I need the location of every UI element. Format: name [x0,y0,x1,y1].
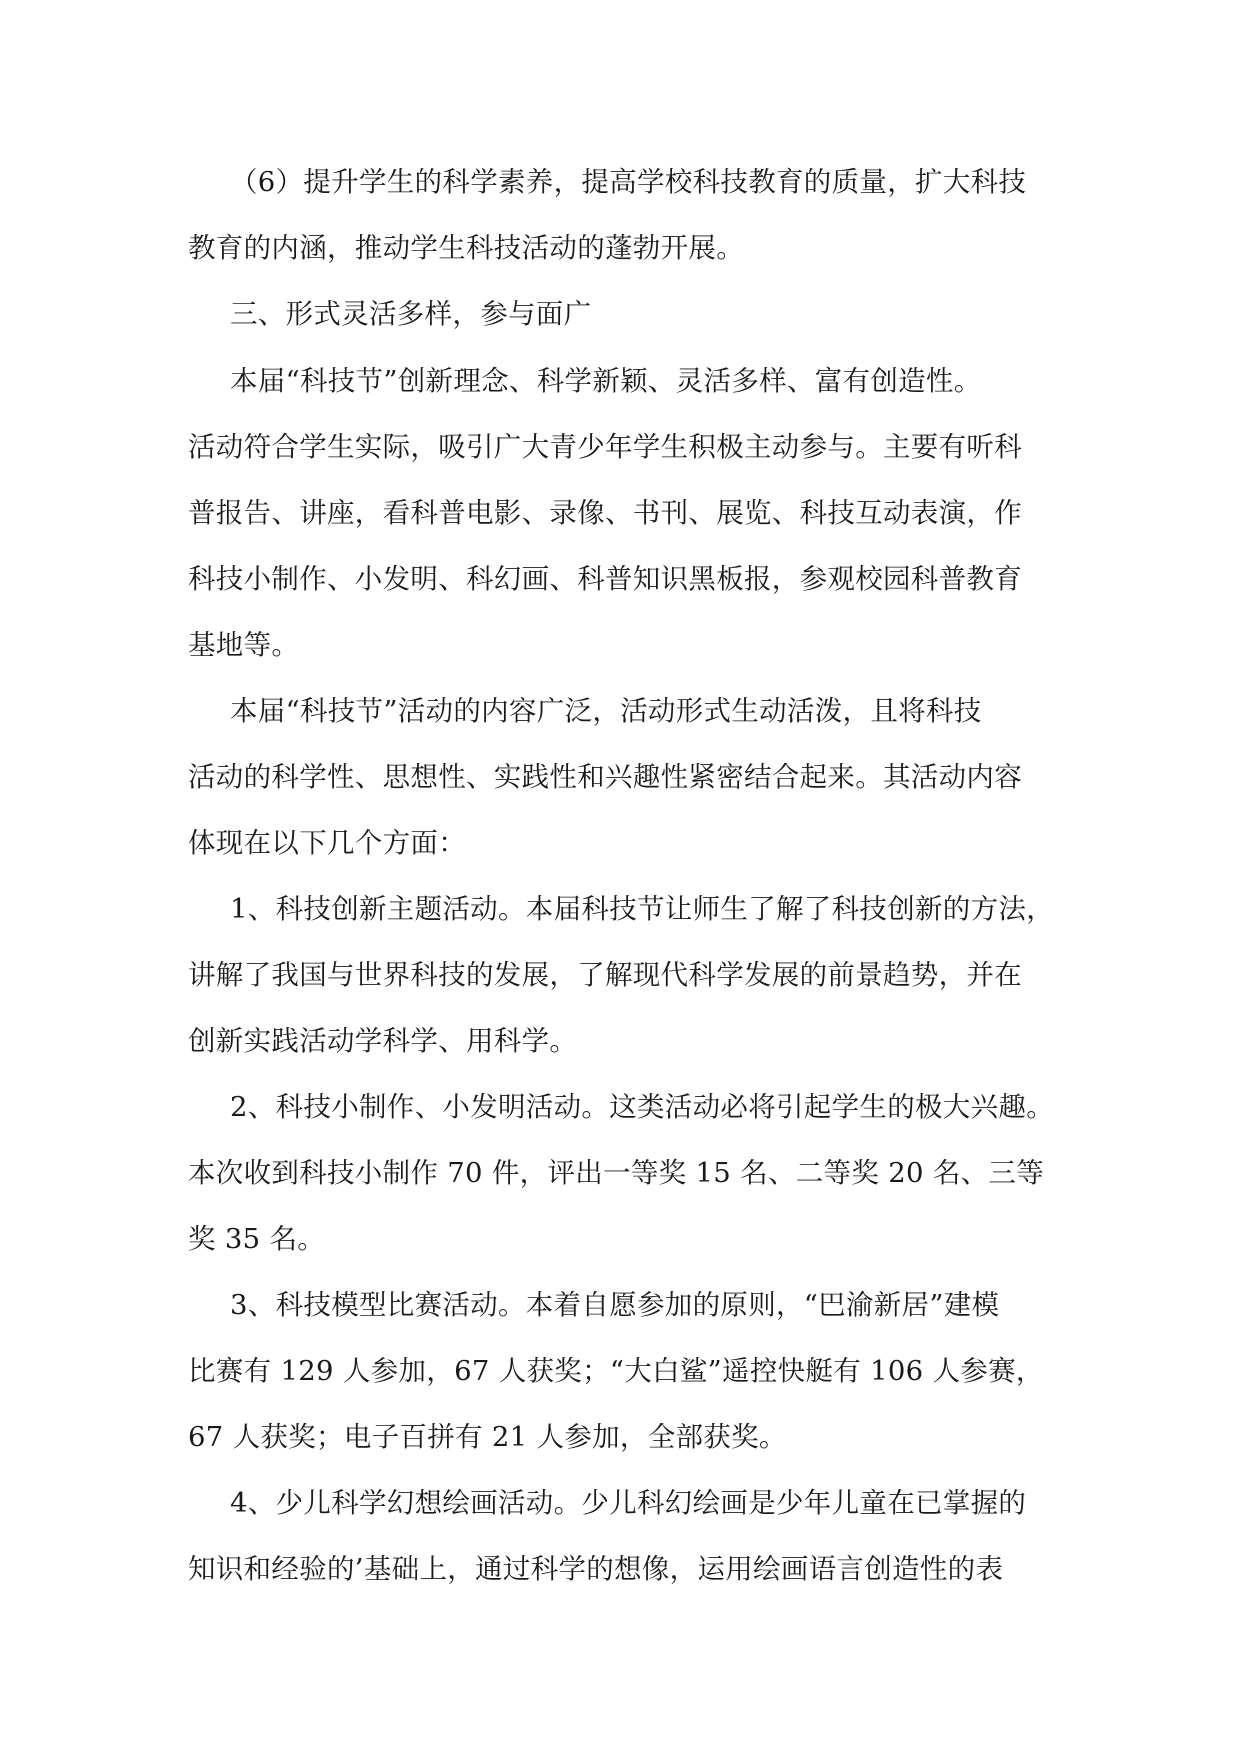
text-line: 讲解了我国与世界科技的发展，了解现代科学发展的前景趋势，并在 [188,959,1022,991]
text-line: 创新实践活动学科学、用科学。 [188,1025,578,1057]
text-line: 4、少儿科学幻想绘画活动。少儿科幻绘画是少年儿童在已掌握的 [230,1487,1027,1519]
text-line: 2、科技小制作、小发明活动。这类活动必将引起学生的极大兴趣。 [230,1091,1054,1123]
text-line: 普报告、讲座，看科普电影、录像、书刊、展览、科技互动表演，作 [188,497,1022,529]
text-line: 1、科技创新主题活动。本届科技节让师生了解了科技创新的方法， [230,893,1054,925]
text-line: （6）提升学生的科学素养，提高学校科技教育的质量，扩大科技 [230,166,1027,198]
text-line: 基地等。 [188,629,300,661]
text-line: 教育的内涵，推动学生科技活动的蓬勃开展。 [188,232,744,264]
text-line: 本届“科技节”创新理念、科学新颖、灵活多样、富有创造性。 [230,365,982,397]
text-line: 本次收到科技小制作 70 件，评出一等奖 15 名、二等奖 20 名、三等 [188,1157,1045,1189]
text-line: 比赛有 129 人参加，67 人获奖；“大白鲨”遥控快艇有 106 人参赛， [188,1355,1044,1387]
section-heading: 三、形式灵活多样，参与面广 [230,298,592,330]
text-line: 体现在以下几个方面： [188,827,466,859]
text-line: 本届“科技节”活动的内容广泛，活动形式生动活泼，且将科技 [230,695,982,727]
text-line: 奖 35 名。 [188,1223,326,1255]
text-line: 科技小制作、小发明、科幻画、科普知识黑板报，参观校园科普教育 [188,563,1022,595]
text-line: 3、科技模型比赛活动。本着自愿参加的原则，“巴渝新居”建模 [230,1289,1000,1321]
text-line: 活动符合学生实际，吸引广大青少年学生积极主动参与。主要有听科 [188,431,1022,463]
text-line: 67 人获奖；电子百拼有 21 人参加，全部获奖。 [188,1421,787,1453]
text-line: 活动的科学性、思想性、实践性和兴趣性紧密结合起来。其活动内容 [188,761,1022,793]
text-line: 知识和经验的’基础上，通过科学的想像，运用绘画语言创造性的表 [188,1553,1004,1585]
